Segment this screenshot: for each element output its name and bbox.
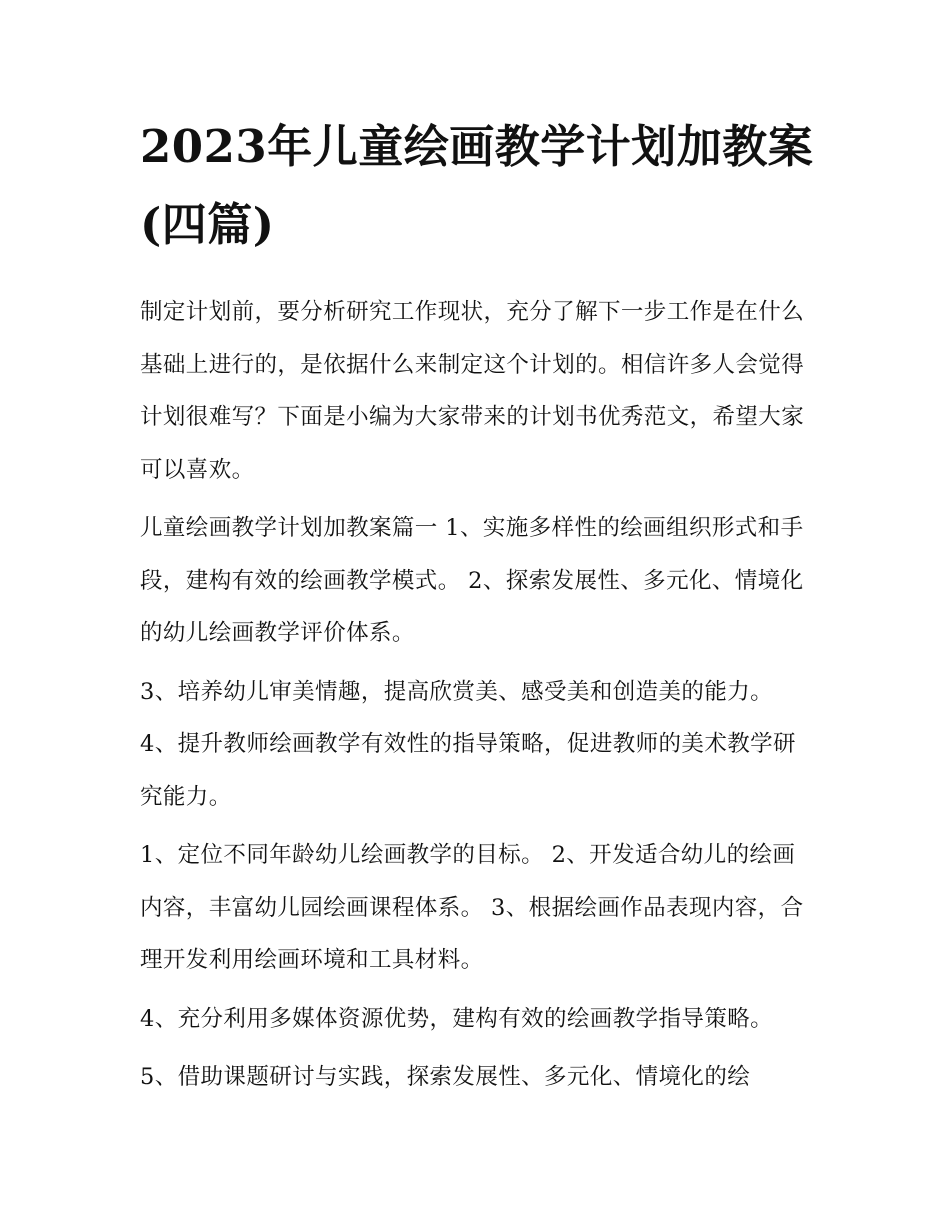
- document-body: [140, 108, 815, 1110]
- paragraph-section-one: 儿童绘画教学计划加教案篇一 1、实施多样性的绘画组织形式和手段，建构有效的绘画教学模式。 2、探索发展性、多元化、情境化的幼儿绘画教学评价体系。: [140, 515, 804, 646]
- paragraph-goal-3-4: 3、培养幼儿审美情趣，提高欣赏美、感受美和创造美的能力。 4、提升教师绘画教学有效性的指导策略，促进教师的美术教学研究能力。: [140, 678, 796, 810]
- paragraph-intro: 制定计划前，要分析研究工作现状，充分了解下一步工作是在什么基础上进行的，是依据什么来制定这个计划的。相信许多人会觉得计划很难写？下面是小编为大家带来的计划书优秀范文，希望大家可以喜欢。: [140, 299, 805, 483]
- paragraph-content-1-3: 1、定位不同年龄幼儿绘画教学的目标。 2、开发适合幼儿的绘画内容，丰富幼儿园绘画课程体系。 3、根据绘画作品表现内容，合理开发利用绘画环境和工具材料。: [140, 842, 804, 973]
- paragraph-content-5: 5、借助课题研讨与实践，探索发展性、多元化、情境化的绘: [140, 1064, 751, 1090]
- paragraph-content-4: 4、充分利用多媒体资源优势，建构有效的绘画教学指导策略。: [140, 1005, 774, 1032]
- document-title: 2023年儿童绘画教学计划加教案(四篇): [140, 120, 814, 251]
